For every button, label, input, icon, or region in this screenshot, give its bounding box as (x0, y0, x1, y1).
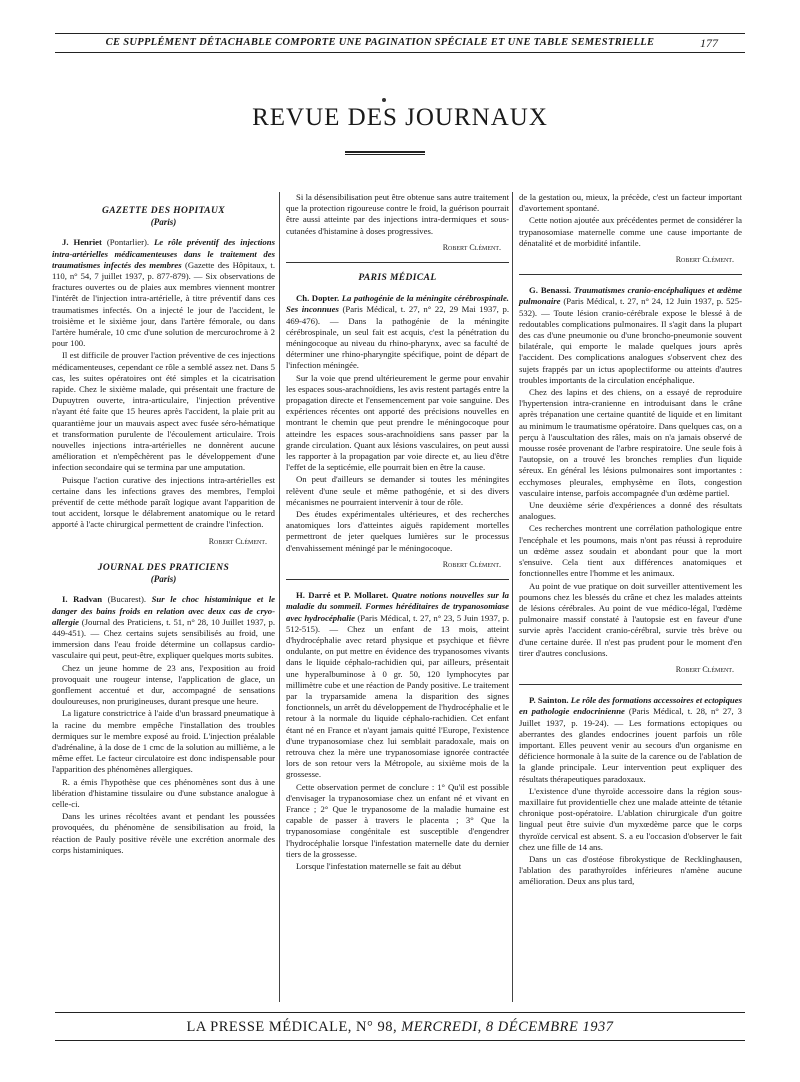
article-lead (286, 590, 509, 780)
article-title: Le rôle des formations accessoires et ectopiques en pathologie endocrinienne (519, 695, 743, 717)
article-ref: (Paris Médical, t. 27, n° 22, 29 Mai 1937, p. 469-476). — Dans la pathogénie de la méningite cérébrospinale, un seul fait est acquis, c'est la pénétration du méningocoque au niveau du rhino-pharynx, avec sa faculté de déterminer une rhino-pharyngite spécifique, point de départ de l'infection méningée. (286, 304, 509, 371)
paragraph: Il est difficile de prouver l'action préventive de ces injections médicamenteuses, cependant ce rôle a semblé assez net. Dans 5 cas, les suites opératoires ont été simples et la cicatrisation rapide. Chez le sixième malade, qui présentait une fracture de Dupuytren ouverte, intra-articulaire, l'injection préventive n'ayant été faite que 15 heures après l'accident, la plaie prit au quarantième jour un mauvais aspect avec fusée séro-hématique et transformation purulente de l'écoulement articulaire. Trois nouvelles injections intra-artérielles ne donnèrent aucune amélioration et n'empêchèrent pas le développement d'une infection secondaire qui se termina par une amputation. (52, 350, 275, 473)
article-divider (286, 262, 509, 263)
article-divider (286, 579, 509, 580)
article-title: Sur le choc histaminique et le danger des bains froids en relation avec deux cas de cryo-allergie (52, 594, 275, 627)
paragraph: Chez un jeune homme de 23 ans, l'exposition au froid provoquait une rougeur intense, l'application de glace, un gonflement accentué et dur, accompagné de sensations douloureuses, non prurigineuses, durant presque une heure. (52, 662, 275, 707)
article-lead (519, 695, 742, 785)
article-lead: I. Radvan (Bucarest). Sur le choc histaminique et le danger des bains froids en relation avec deux cas de cryo-allergie (Journal des Praticiens, t. 51, n° 28, 10 Juillet 1937, p. 449-451). — Chez certains sujets sensibilisés au froid, une immersion dans l'eau froide détermine un collapsus cardio-vasculaire qui peut, peut-être, expliquer quelques morts subites. (52, 594, 275, 661)
paragraph: La ligature constrictrice à l'aide d'un brassard pneumatique à la racine du membre empêche l'installation des troubles dermiques sur le membre exposé au froid. L'injection préalable d'adrénaline, à la dose de 1 cmc de la solution au millième, a le même effet. Le facteur circulatoire est donc indispensable pour l'apparition des phénomènes allergiques. (52, 708, 275, 775)
article-lead: J. Henriet (Pontarlier). Le rôle préventif des injections intra-artérielles médicamenteuses dans le traitement des traumatismes infectés des membres (Gazette des Hôpitaux, t. 110, n° 54, 7 juillet 1937, p. 877-879). — Six observations de fractures ouvertes ou de plaies aux membres viennent montrer l'intérêt de l'injection intra-artérielle, à titre préventif dans ces traumatismes infectés. On a injecté le jour de l'accident, le troisième et le sixième jour, dans l'artère fémorale, ou dans l'artère humérale, 10 cmc d'une solution de mercurochrome à 2 pour 100. (52, 237, 275, 349)
column-divider (279, 192, 280, 1002)
article-title: La pathogénie de la méningite cérébrospinale. Ses inconnues (286, 293, 509, 315)
article-ref: (Paris Médical, t. 27, n° 23, 5 Juin 1937, p. 512-515). — Chez un enfant de 13 mois, atteint d'hydrocéphalie avec retard physique et psychique et fièvre ondulante, on put mettre en évidence des trypanosomes vivants dans le liquide céphalo-rachidien qui, par ailleurs, présentait une hyperalbuminose à 0 gr. 50, 120 lymphocytes par millimètre cube et une réaction de Pandy positive. Le traitement par la tryparsamide amena la disparition des signes fonctionnels, un arrêt du développement de l'hydrocéphalie et le retour à la normale du liquide céphalo-rachidien. Cet enfant étant né en France et n'ayant jamais quitté l'Europe, l'existence d'une trypanosomiase chez lui semblait paradoxale, mais on retrouva chez la mère une trypanosomiase ignorée contractée lors de son retour vers la Métropole, au sixième mois de la grossesse. (286, 612, 509, 780)
paragraph: Des études expérimentales ultérieures, et des recherches anatomiques lors d'atteintes aiguës rapidement mortelles permettront de jeter quelques lumières sur le processus d'envahissement méningé par le méningocoque. (286, 509, 509, 553)
section-city: (Paris) (150, 574, 177, 585)
running-head: CE SUPPLÉMENT DÉTACHABLE COMPORTE UNE PAGINATION SPÉCIALE ET UNE TABLE SEMESTRIELLE (105, 37, 655, 48)
column-3 (519, 192, 742, 889)
paragraph: On peut d'ailleurs se demander si toutes les méningites relèvent d'une seule et même pathogénie, et si des divers mécanismes ne pourraient intervenir à tour de rôle. (286, 474, 509, 507)
article-divider (519, 684, 742, 685)
paragraph: Lorsque l'infestation maternelle se fait au début (296, 860, 462, 871)
article-author: P. Sainton. (529, 695, 569, 706)
page-number: 177 (700, 36, 718, 50)
article-lead (286, 293, 509, 371)
paragraph: Sur la voie que prend ultérieurement le germe pour envahir les espaces sous-arachnoïdiens, les avis restent partagés entre la propagation directe et l'ensemencement par voie sanguine. Des expériences récentes ont apporté des précisions nouvelles en montrant le chemin que peut prendre le méningocoque pour atteindre les espaces sous-arachnoïdiens sans passer par la grande circulation. Quant aux lésions vasculaires, on peut aussi les rapporter à la propagation par voie directe et, au lieu d'être l'effet de la septicémie, elle pourrait bien en être la cause. (286, 372, 509, 473)
paragraph: Cette observation permet de conclure : 1° Qu'il est possible d'envisager la trypanosomiase chez un enfant né et vivant en France ; 2° Que le trypanosome de la maladie humaine est capable de passer à travers le placenta ; 3° Que la trypanosomiase congénitale est susceptible d'engendrer l'hydrocéphalie lorsque l'infestation maternelle date du dernier tiers de la grossesse. (286, 781, 509, 859)
paragraph: Si la désensibilisation peut être obtenue sans autre traitement que la protection rigoureuse contre le froid, la guérison pourrait être aussi atteinte par des injections intra-dermiques et sous-cutanées d'histamine à doses progressives. (286, 192, 509, 236)
column-divider (512, 192, 513, 1002)
paragraph: L'existence d'une thyroïde accessoire dans la région sous-maxillaire fut providentielle chez une malade atteinte de tétanie chronique post-opératoire. L'ablation chirurgicale d'un goitre lingual peut être suivie d'un myxœdème parce que le corps thyroïde cervical est absent. S. a eu l'occasion d'observer le fait chez une fille de 14 ans. (519, 785, 742, 852)
section-city: (Paris) (150, 217, 177, 228)
paragraph: Au point de vue pratique on doit surveiller attentivement les poumons chez les blessés du crâne et chez les malades atteints de lésions cérébrales. Au point de vue médico-légal, l'œdème pulmonaire massif constaté à l'autopsie est en faveur d'une survie après l'accident cranio-cérébral, survie très brève ou d'une certaine durée. Il n'est pas prudent pour le moment d'en tirer d'autres conclusions. (519, 580, 742, 658)
paragraph: Dans un cas d'ostéose fibrokystique de Recklinghausen, l'ablation des parathyroïdes inférieures n'amène aucune amélioration. Deux ans plus tard, (519, 853, 742, 887)
footer-rule-top (55, 1012, 745, 1013)
title-rule (345, 151, 425, 155)
section-heading: PARIS MÉDICAL (358, 273, 437, 284)
title-ornament (382, 98, 386, 102)
article-author: H. Darré et P. Mollaret. (296, 590, 389, 601)
article-author: G. Benassi. (529, 285, 571, 296)
footer (55, 1019, 745, 1036)
article-author: J. Henriet (62, 237, 102, 248)
signature: Robert Clément. (442, 242, 501, 252)
article-ref: (Paris Médical, t. 27, n° 24, 12 Juin 1937, p. 525-532). — Toute lésion cranio-cérébrale expose le blessé à de redoutables complications pulmonaires. Il s'agit dans la plupart des cas d'une pneumonie ou d'une broncho-pneumonie souvent bilatérale, qui emporte le malade quelques jours après l'accident. Des complications analogues s'observent chez des sujets frappés par un ictus apoplectiforme ou atteints d'autres troubles importants de la circulation encéphalique. (519, 296, 742, 385)
article-ref: (Paris Médical, t. 28, n° 27, 3 Juillet 1937, p. 19-24). — Les formations ectopiques ou aberrantes des glandes endocrines jouent parfois un rôle important. Elles peuvent venir au secours d'un organisme en déficience hormonale à la suite de la carence ou de l'ablation de la glande principale. Leur intervention peut expliquer des résultats thérapeutiques paradoxaux. (519, 706, 742, 784)
issue-date: MERCREDI, 8 DÉCEMBRE 1937 (401, 1019, 614, 1035)
article-title: Quatre notions nouvelles sur la maladie du sommeil. Formes héréditaires de trypanosomiase avec hydrocéphalie (286, 590, 509, 623)
signature: Robert Clément. (675, 255, 734, 265)
article-ref: (Journal des Praticiens, t. 51, n° 28, 10 Juillet 1937, p. 449-451). — Chez certains sujets sensibilisés au froid, une immersion dans l'eau froide détermine un collapsus cardio-vasculaire qui peut, peut-être, expliquer quelques morts subites. (52, 616, 275, 661)
article-divider (519, 274, 742, 275)
paragraph: Puisque l'action curative des injections intra-artérielles est certaine dans les infections graves des membres, l'emploi préventif de cette méthode paraît logique avant l'apparition de tout accident, lorsque le délabrement anatomique ou le retard apporté à l'acte chirurgical permettent de craindre l'infection. (52, 474, 275, 530)
article-title: Le rôle préventif des injections intra-artérielles médicamenteuses dans le traitement des traumatismes infectés des membres (52, 237, 275, 270)
paragraph: de la gestation ou, mieux, la précède, c'est un facteur important d'avortement spontané. (519, 192, 742, 214)
section-heading: GAZETTE DES HOPITAUX (101, 206, 226, 216)
paragraph: Cette notion ajoutée aux précédentes permet de considérer la trypanosomiase maternelle comme une cause importante de dénatalité et de morbidité infantile. (519, 215, 742, 248)
article-author: Ch. Dopter. (296, 293, 340, 304)
page-title: REVUE DES JOURNAUX (252, 104, 548, 131)
article-author: I. Radvan (62, 594, 103, 605)
paragraph: R. a émis l'hypothèse que ces phénomènes sont dus à une libération d'histamine tissulaire ou d'une substance analogue à celle-ci. (52, 776, 275, 809)
article-ref: (Gazette des Hôpitaux, t. 110, n° 54, 7 juillet 1937, p. 877-879). — Six observations de fractures ouvertes ou de plaies aux membres viennent montrer l'intérêt de l'injection intra-artérielle, à titre préventif dans ces traumatismes infectés. On a injecté le jour de l'accident, le troisième et le sixième jour, dans l'artère fémorale, ou dans l'artère humérale, 10 cmc d'une solution de mercurochrome à 2 pour 100. (52, 259, 275, 349)
paragraph: Dans les urines récoltées avant et pendant les poussées provoquées, du phénomène de sensibilisation au froid, la réaction de Pauly positive révèle une excrétion anormale des corps histaminiques. (52, 811, 275, 855)
column-1 (52, 192, 275, 857)
signature: Robert Clément. (442, 559, 501, 569)
footer-rule-bottom (55, 1040, 745, 1041)
column-2 (286, 192, 509, 873)
paragraph: Une deuxième série d'expériences a donné des résultats analogues. (519, 500, 742, 522)
signature: Robert Clément. (208, 536, 267, 546)
section-heading: JOURNAL DES PRATICIENS (97, 562, 230, 573)
header-rule-bottom (55, 52, 745, 53)
signature: Robert Clément. (675, 664, 734, 674)
article-lead (519, 285, 742, 386)
paragraph: Ces recherches montrent une corrélation pathologique entre l'encéphale et les poumons, mais n'ont pas réussi à reproduire un œdème assez soudain et abondant pour que la mort s'ensuive. Cela tient aux différences anatomiques et fonctionnelles entre l'homme et les animaux. (519, 523, 742, 579)
header-rule-top (55, 33, 745, 34)
article-title: Traumatismes cranio-encéphaliques et œdème pulmonaire (519, 285, 742, 307)
paragraph: Chez des lapins et des chiens, on a essayé de reproduire l'hypertension intra-cranienne en introduisant dans le crâne après trépanation une certaine quantité de liquide et en limitant au minimum le traumatisme opératoire. Dans quelques cas, on a perçu à l'auscultation des râles, mais on n'a jamais observé de mousse rosée provenant de l'arbre respiratoire. Une seule fois à l'autopsie, on a trouvé les bronches remplies d'un liquide séreux. En général les lésions pulmonaires sont importantes : ecchymoses pleurales, emphysème en îlots, congestion vasculaire intense, parfois accompagnée d'un œdème partiel. (519, 387, 742, 498)
journal-name: LA PRESSE MÉDICALE, N° 98, (186, 1019, 398, 1035)
